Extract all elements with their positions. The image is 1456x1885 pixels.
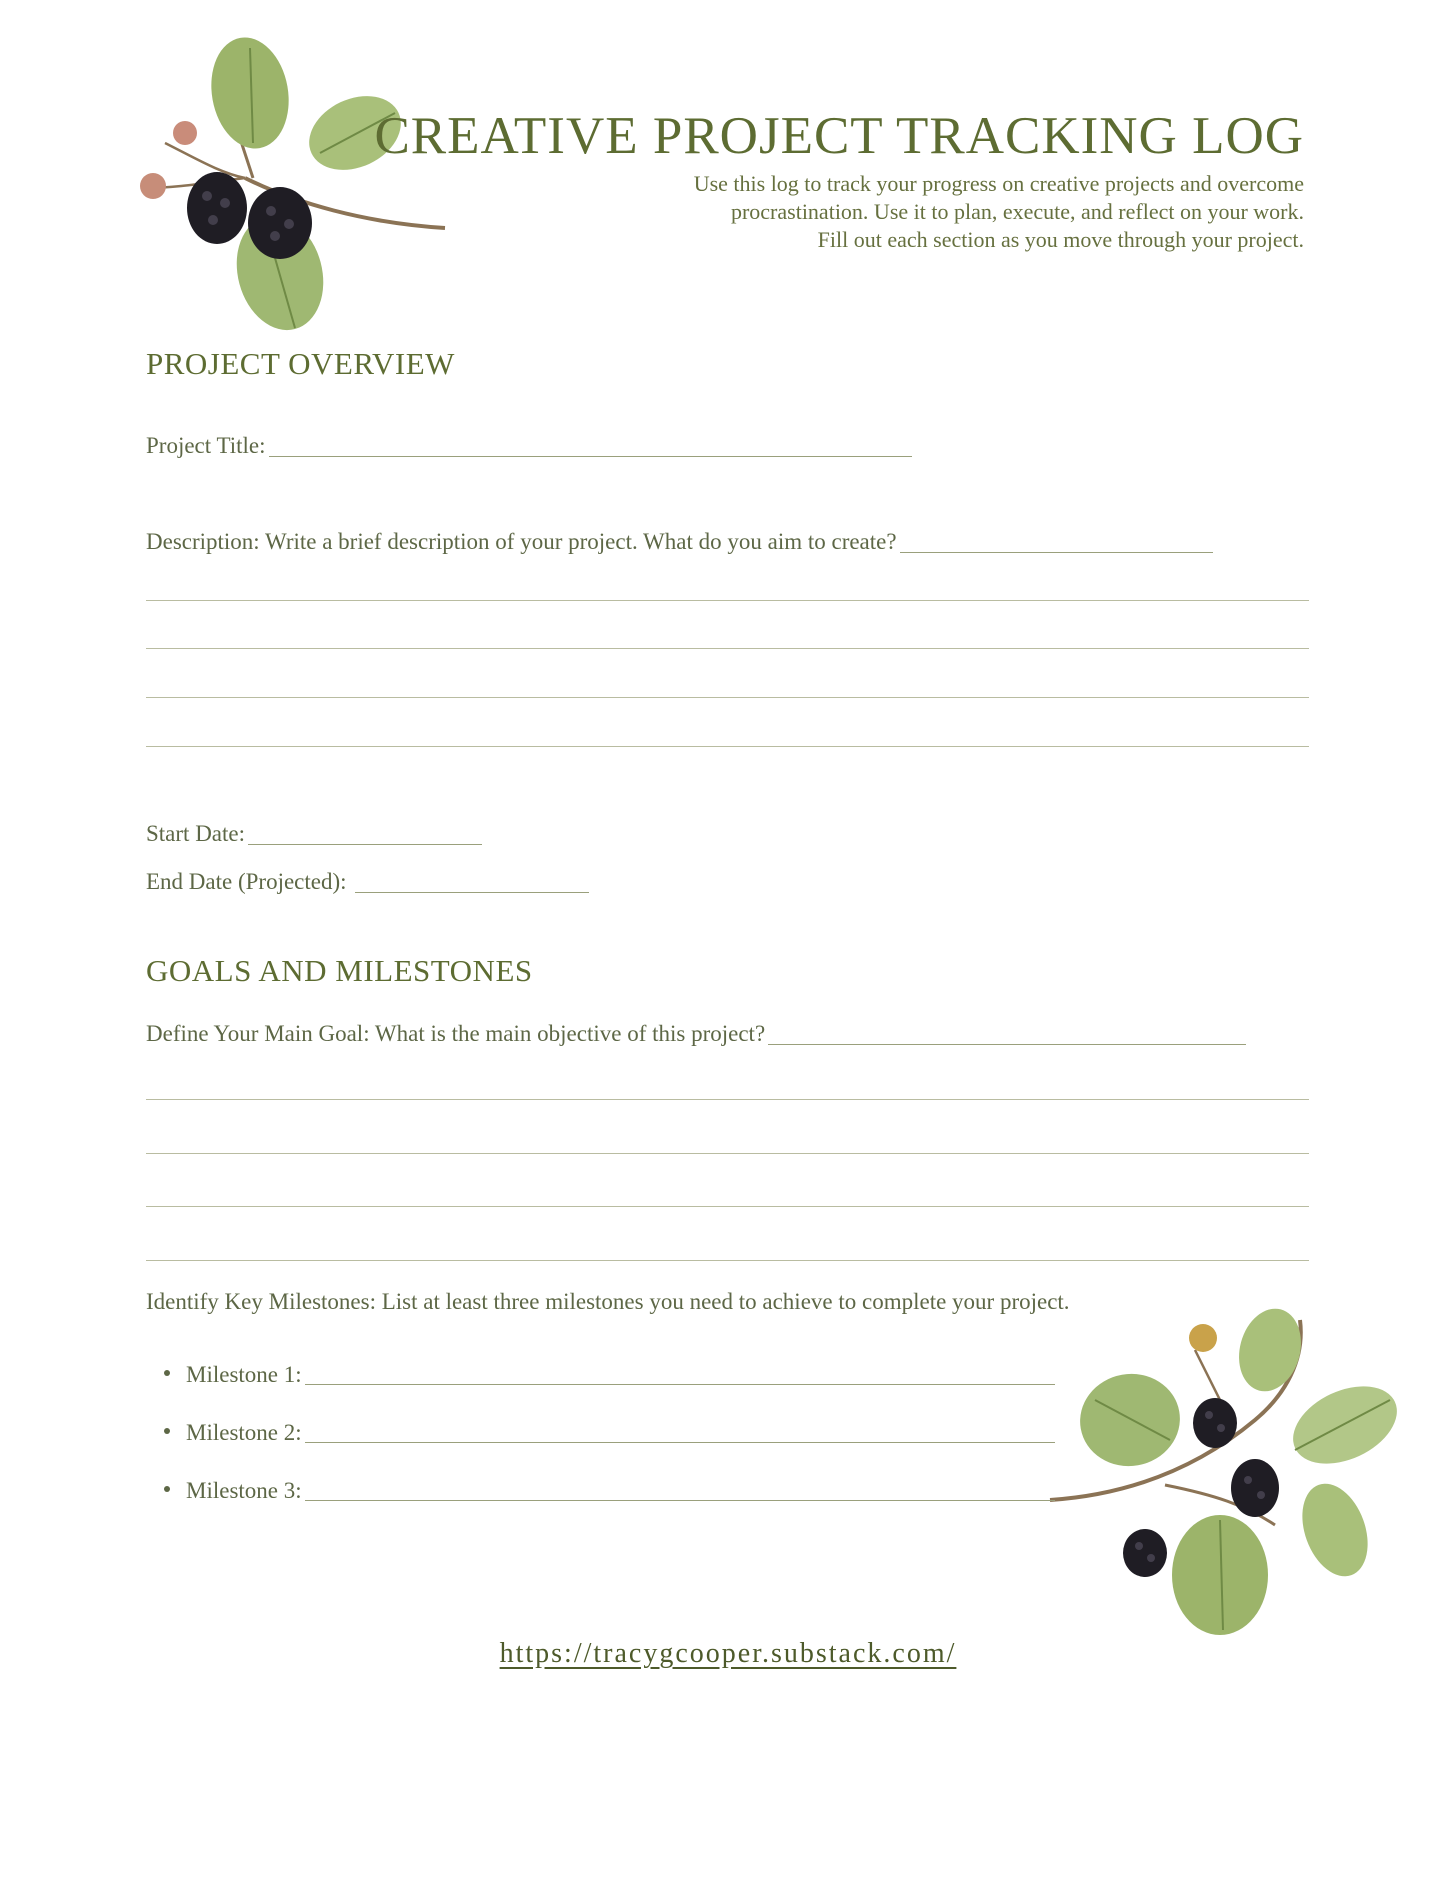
description-line-5[interactable] bbox=[146, 746, 1309, 747]
main-goal-line-4[interactable] bbox=[146, 1206, 1309, 1207]
description-label: Description: Write a brief description of your project. What do you aim to create? bbox=[146, 529, 897, 554]
main-goal-field[interactable] bbox=[146, 1020, 1246, 1048]
milestone-1-line[interactable] bbox=[305, 1362, 1055, 1385]
milestone-3-label: Milestone 3: bbox=[186, 1478, 302, 1503]
blackberry-branch-illustration-top bbox=[125, 28, 455, 338]
description-line-1[interactable] bbox=[900, 530, 1213, 553]
start-date-line[interactable] bbox=[248, 822, 482, 845]
main-goal-line-1[interactable] bbox=[768, 1022, 1246, 1045]
blackberry-branch-illustration-bottom bbox=[1045, 1300, 1405, 1650]
milestones-intro bbox=[146, 1288, 1070, 1316]
start-date-label: Start Date: bbox=[146, 821, 245, 846]
main-goal-line-3[interactable] bbox=[146, 1153, 1309, 1154]
description-field[interactable] bbox=[146, 528, 1213, 556]
description-line-2[interactable] bbox=[146, 600, 1309, 601]
substack-link[interactable]: https://tracygcooper.substack.com/ bbox=[499, 1638, 957, 1669]
intro-text bbox=[484, 170, 1304, 254]
end-date-label: End Date (Projected): bbox=[146, 869, 347, 894]
end-date-line[interactable] bbox=[355, 870, 589, 893]
bullet-icon bbox=[164, 1486, 170, 1492]
milestone-1-label: Milestone 1: bbox=[186, 1362, 302, 1387]
milestone-list bbox=[146, 1346, 1055, 1520]
milestone-item-3[interactable] bbox=[146, 1462, 1055, 1520]
main-goal-line-5[interactable] bbox=[146, 1260, 1309, 1261]
project-title-label: Project Title: bbox=[146, 433, 266, 458]
milestone-2-label: Milestone 2: bbox=[186, 1420, 302, 1445]
end-date-field[interactable] bbox=[146, 868, 589, 896]
description-line-4[interactable] bbox=[146, 697, 1309, 698]
start-date-field[interactable] bbox=[146, 820, 482, 848]
milestone-item-2[interactable] bbox=[146, 1404, 1055, 1462]
page-title: CREATIVE PROJECT TRACKING LOG bbox=[374, 107, 1304, 165]
bullet-icon bbox=[164, 1428, 170, 1434]
main-goal-label: Define Your Main Goal: What is the main objective of this project? bbox=[146, 1021, 766, 1046]
milestone-2-line[interactable] bbox=[305, 1420, 1055, 1443]
bullet-icon bbox=[164, 1370, 170, 1376]
main-goal-line-2[interactable] bbox=[146, 1099, 1309, 1100]
project-title-line[interactable] bbox=[269, 434, 912, 457]
milestone-item-1[interactable] bbox=[146, 1346, 1055, 1404]
milestone-3-line[interactable] bbox=[305, 1478, 1055, 1501]
milestones-label: Identify Key Milestones: List at least three milestones you need to achieve to complete your project. bbox=[146, 1289, 1070, 1314]
section-heading-goals-milestones: GOALS AND MILESTONES bbox=[146, 953, 533, 988]
intro-line-3: Fill out each section as you move through your project. bbox=[817, 227, 1304, 252]
description-line-3[interactable] bbox=[146, 648, 1309, 649]
intro-line-1: Use this log to track your progress on creative projects and overcome bbox=[693, 171, 1304, 196]
intro-line-2: procrastination. Use it to plan, execute, and reflect on your work. bbox=[730, 199, 1304, 224]
section-heading-project-overview: PROJECT OVERVIEW bbox=[146, 346, 455, 381]
project-title-field[interactable] bbox=[146, 432, 912, 460]
